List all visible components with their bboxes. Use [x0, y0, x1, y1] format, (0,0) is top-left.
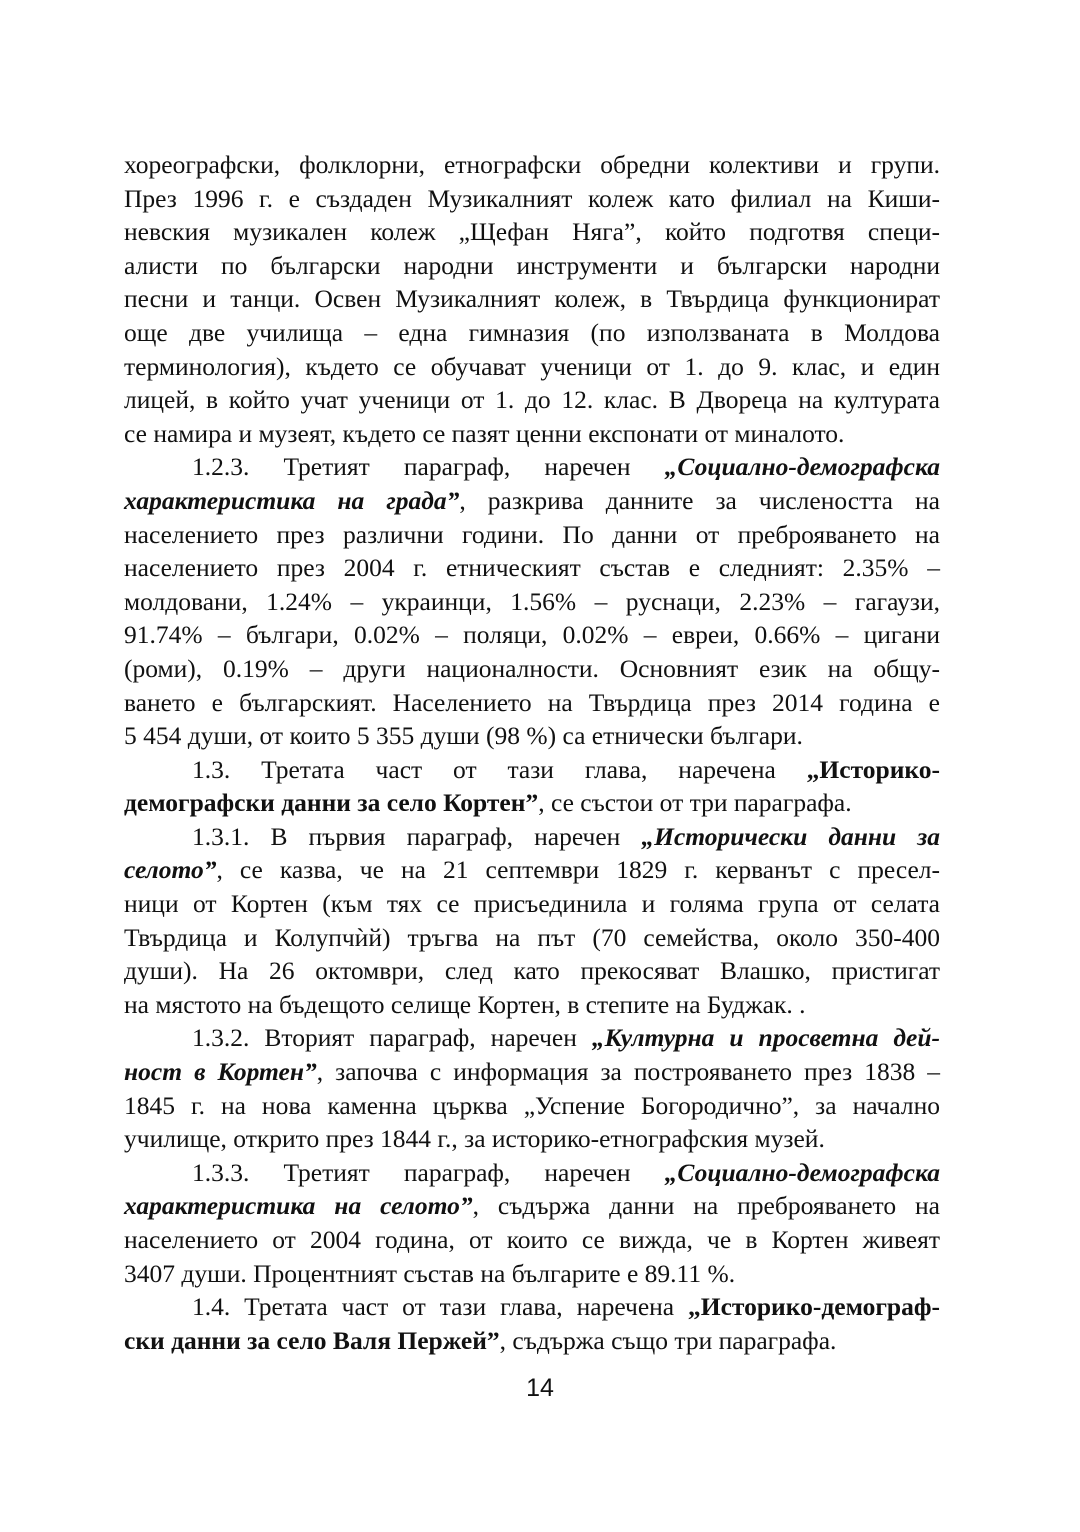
text-run: , разкрива данните за числеността на: [459, 485, 940, 515]
text-line: ници от Кортен (към тях се присъединила и голяма група от селата: [124, 889, 940, 919]
section-title: характеристика на селото”: [124, 1191, 473, 1221]
text-line: алисти по български народни инструменти и български народни: [124, 250, 940, 280]
text-line: 91.74% – българи, 0.02% – поляци, 0.02% – евреи, 0.66% – цигани: [124, 620, 940, 650]
text-line: [124, 1055, 940, 1089]
text-run: 1.3.1. В първия параграф, наречен: [192, 821, 642, 851]
text-run: , започва с информация за построяването през 1838 –: [316, 1057, 940, 1087]
text-run: 1.3. Третата част от тази глава, наречена: [192, 754, 807, 784]
text-line: населението от 2004 година, от които се вижда, че в Кортен живеят: [124, 1225, 940, 1254]
text-run: , съдържа данни на преброяването на: [472, 1191, 940, 1221]
text-line: молдовани, 1.24% – украинци, 1.56% – руснаци, 2.23% – гагаузи,: [124, 586, 940, 616]
text-line: на мястото на бъдещото селище Кортен, в степите на Буджак. .: [124, 989, 806, 1019]
text-line: 1845 г. на нова каменна църква „Успение Богородично”, за начално: [124, 1090, 940, 1120]
text-run: , съдържа също три параграфа.: [499, 1325, 837, 1355]
text-line: населението през 2004 г. етническият състав е следният: 2.35% –: [124, 553, 940, 583]
paragraph-1-3-2-heading-line: [124, 1021, 940, 1055]
text-line: [124, 1324, 940, 1358]
text-run: , се състои от три параграфа.: [538, 788, 852, 818]
section-title: демографски данни за село Кортен”: [124, 788, 539, 818]
body-text: [124, 148, 940, 1357]
text-line: се намира и музеят, където се пазят ценни експонати от миналото.: [124, 418, 845, 448]
section-title: „Социално-демографска: [664, 1157, 940, 1187]
text-line: ването е българският. Населението на Твърдица през 2014 година е: [124, 687, 940, 717]
section-title: „Социално-демографска: [664, 452, 940, 482]
text-line: [124, 484, 940, 518]
text-line: училище, открито през 1844 г., за историко-етнографския музей.: [124, 1124, 825, 1154]
section-1-4-heading-line: [124, 1290, 940, 1324]
text-run: 1.4. Третата част от тази глава, наречена: [192, 1292, 689, 1322]
section-title: „Историко-: [806, 754, 940, 784]
text-line: терминология), където се обучават ученици от 1. до 9. клас, и един: [124, 351, 940, 381]
text-line: лицей, в който учат ученици от 1. до 12. клас. В Двореца на културата: [124, 385, 940, 415]
text-line: 5 454 души, от които 5 355 души (98 %) са етнически българи.: [124, 721, 803, 751]
section-title: характеристика на града”: [124, 485, 460, 515]
text-line: 3407 души. Процентният състав на българите е 89.11 %.: [124, 1258, 736, 1288]
text-line: [124, 853, 940, 887]
section-1-3-heading-line: [124, 753, 940, 787]
section-title: „Културна и просветна дей-: [591, 1023, 940, 1053]
section-title: „Исторически данни за: [641, 821, 940, 851]
text-run: 1.3.3. Третият параграф, наречен: [192, 1157, 665, 1187]
section-title: „Историко-демограф-: [688, 1292, 940, 1322]
section-title: ност в Кортен”: [124, 1057, 317, 1087]
text-line: През 1996 г. е създаден Музикалният колеж като филиал на Киши-: [124, 183, 940, 213]
text-run: 1.2.3. Третият параграф, наречен: [192, 452, 665, 482]
text-run: 1.3.2. Вторият параграф, наречен: [192, 1023, 592, 1053]
section-title: селото”: [124, 855, 217, 885]
text-line: [124, 786, 940, 820]
text-line: още две училища – една гимназия (по използваната в Молдова: [124, 317, 940, 347]
text-line: [124, 1189, 940, 1223]
text-run: , се казва, че на 21 септември 1829 г. керванът с пресел-: [216, 855, 940, 885]
text-line: населението през различни години. По данни от преброяването на: [124, 519, 940, 549]
text-line: невския музикален колеж „Щефан Няга”, който подготвя специ-: [124, 217, 940, 247]
text-line: души). На 26 октомври, след като прекосяват Влашко, пристигат: [124, 956, 940, 986]
text-line: Твърдица и Колупчѝй) тръгва на път (70 семейства, около 350-400: [124, 922, 940, 952]
text-line: хореографски, фолклорни, етнографски обредни колективи и групи.: [124, 150, 940, 179]
text-line: (роми), 0.19% – други националности. Основният език на общу-: [124, 653, 940, 683]
paragraph-1-2-3-heading-line: [124, 450, 940, 484]
paragraph-1-3-1-heading-line: [124, 820, 940, 854]
text-line: песни и танци. Освен Музикалният колеж, в Твърдица функционират: [124, 284, 940, 314]
section-title: ски данни за село Валя Пержей”: [124, 1325, 500, 1355]
paragraph-1-3-3-heading-line: [124, 1156, 940, 1190]
page-number: 14: [526, 1374, 554, 1402]
